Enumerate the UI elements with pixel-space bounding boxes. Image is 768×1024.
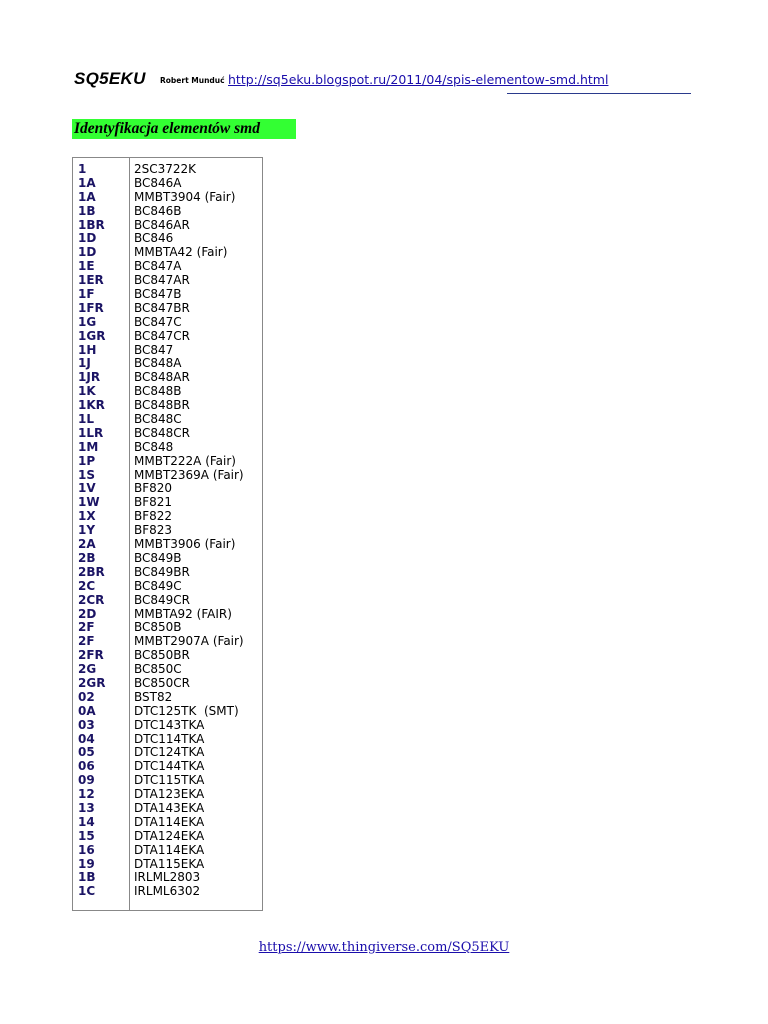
marking-code: 1C: [78, 884, 96, 899]
table-row: [73, 191, 262, 205]
table-rows: [73, 163, 262, 899]
thingiverse-link[interactable]: https://www.thingiverse.com/SQ5EKU: [258, 940, 510, 955]
marking-code: 2FR: [78, 648, 104, 663]
table-row: [73, 371, 262, 385]
table-row: [73, 677, 262, 691]
table-row: [73, 816, 262, 830]
part-number: BC850C: [134, 662, 182, 677]
part-number: DTA143EKA: [134, 800, 205, 815]
blog-link[interactable]: http://sq5eku.blogspot.ru/2011/04/spis-elementow-smd.html: [228, 72, 609, 87]
table-row: [73, 705, 262, 719]
marking-code: 0A: [78, 703, 96, 718]
marking-code: 14: [78, 814, 95, 829]
part-number: BC846B: [134, 203, 182, 218]
table-row: [73, 871, 262, 885]
part-number: BC848CR: [134, 425, 191, 440]
table-row: [73, 219, 262, 233]
table-row: [73, 552, 262, 566]
part-number: MMBT3906 (Fair): [134, 537, 236, 552]
part-number: BC849B: [134, 550, 182, 565]
part-number: DTA124EKA: [134, 828, 205, 843]
marking-code: 1JR: [78, 370, 101, 385]
table-row: [73, 357, 262, 371]
header-rule: [507, 93, 691, 94]
part-number: MMBT3904 (Fair): [134, 189, 236, 204]
marking-code: 1X: [78, 509, 96, 524]
marking-code: 1FR: [78, 300, 104, 315]
table-row: [73, 649, 262, 663]
table-row: [73, 385, 262, 399]
part-number: BF820: [134, 481, 173, 496]
part-number: BC848C: [134, 412, 182, 427]
part-number: BF823: [134, 523, 173, 538]
smd-code-table: [72, 157, 263, 911]
marking-code: 1D: [78, 231, 97, 246]
marking-code: 04: [78, 731, 95, 746]
marking-code: 05: [78, 745, 95, 760]
part-number: BC847: [134, 342, 174, 357]
marking-code: 2F: [78, 620, 95, 635]
part-number: 2SC3722K: [134, 162, 197, 176]
table-row: [73, 746, 262, 760]
marking-code: 13: [78, 800, 95, 815]
part-number: BST82: [134, 689, 173, 704]
marking-code: 1F: [78, 287, 95, 302]
table-row: [73, 566, 262, 580]
part-number: BC848AR: [134, 370, 190, 385]
part-number: BC848: [134, 439, 174, 454]
marking-code: 12: [78, 787, 95, 802]
part-number: DTC143TKA: [134, 717, 205, 732]
part-number: BF821: [134, 495, 173, 510]
part-number: DTC125TK (SMT): [134, 703, 239, 718]
table-row: [73, 788, 262, 802]
table-row: [73, 274, 262, 288]
part-number: BC849BR: [134, 564, 190, 579]
table-row: [73, 232, 262, 246]
marking-code: 1ER: [78, 273, 104, 288]
marking-code: 1B: [78, 870, 96, 885]
table-row: [73, 469, 262, 483]
table-row: [73, 205, 262, 219]
marking-code: 1M: [78, 439, 99, 454]
table-row: [73, 177, 262, 191]
table-row: [73, 246, 262, 260]
table-row: [73, 260, 262, 274]
marking-code: 1S: [78, 467, 95, 482]
marking-code: 1P: [78, 453, 96, 468]
table-row: [73, 316, 262, 330]
part-number: BF822: [134, 509, 173, 524]
part-number: BC847CR: [134, 328, 191, 343]
table-row: [73, 635, 262, 649]
marking-code: 1H: [78, 342, 97, 357]
part-number: BC850CR: [134, 675, 191, 690]
table-row: [73, 621, 262, 635]
table-row: [73, 413, 262, 427]
table-row: [73, 774, 262, 788]
part-number: DTA115EKA: [134, 856, 205, 871]
marking-code: 2C: [78, 578, 96, 593]
table-row: [73, 580, 262, 594]
author-name: Robert Munduć: [160, 76, 225, 85]
marking-code: 1Y: [78, 523, 96, 538]
table-row: [73, 482, 262, 496]
table-row: [73, 496, 262, 510]
table-row: [73, 330, 262, 344]
table-row: [73, 344, 262, 358]
marking-code: 2GR: [78, 675, 106, 690]
part-number: BC846: [134, 231, 174, 246]
marking-code: 1GR: [78, 328, 106, 343]
table-row: [73, 760, 262, 774]
part-number: BC847BR: [134, 300, 190, 315]
marking-code: 19: [78, 856, 95, 871]
part-number: DTC124TKA: [134, 745, 205, 760]
table-row: [73, 594, 262, 608]
marking-code: 2BR: [78, 564, 105, 579]
part-number: BC850BR: [134, 648, 190, 663]
table-row: [73, 441, 262, 455]
marking-code: 2B: [78, 550, 96, 565]
part-number: DTC115TKA: [134, 773, 205, 788]
marking-code: 2CR: [78, 592, 105, 607]
marking-code: 16: [78, 842, 95, 857]
marking-code: 2F: [78, 634, 95, 649]
part-number: MMBT2907A (Fair): [134, 634, 244, 649]
part-number: BC848BR: [134, 398, 190, 413]
page-header: [74, 69, 694, 99]
page-footer: [0, 938, 768, 956]
part-number: BC847AR: [134, 273, 190, 288]
marking-code: 1V: [78, 481, 96, 496]
marking-code: 2G: [78, 662, 97, 677]
part-number: BC847B: [134, 287, 182, 302]
part-number: BC846AR: [134, 217, 190, 232]
part-number: DTA123EKA: [134, 787, 205, 802]
table-row: [73, 524, 262, 538]
table-row: [73, 844, 262, 858]
marking-code: 1A: [78, 175, 96, 190]
part-number: DTC114TKA: [134, 731, 205, 746]
table-row: [73, 733, 262, 747]
marking-code: 1B: [78, 203, 96, 218]
marking-code: 1A: [78, 189, 96, 204]
table-row: [73, 288, 262, 302]
marking-code: 1G: [78, 314, 97, 329]
part-number: DTC144TKA: [134, 759, 205, 774]
part-number: IRLML2803: [134, 870, 201, 885]
marking-code: 1D: [78, 245, 97, 260]
marking-code: 1KR: [78, 398, 105, 413]
marking-code: 1L: [78, 412, 94, 427]
part-number: BC847C: [134, 314, 182, 329]
part-number: BC849CR: [134, 592, 191, 607]
part-number: BC848B: [134, 384, 182, 399]
table-row: [73, 719, 262, 733]
marking-code: 09: [78, 773, 95, 788]
part-number: BC848A: [134, 356, 182, 371]
part-number: MMBT2369A (Fair): [134, 467, 244, 482]
table-row: [73, 538, 262, 552]
marking-code: 1: [78, 162, 87, 176]
page-title: Identyfikacja elementów smd: [72, 119, 296, 139]
marking-code: 2A: [78, 537, 96, 552]
table-row: [73, 663, 262, 677]
table-row: [73, 691, 262, 705]
part-number: DTA114EKA: [134, 814, 205, 829]
part-number: MMBTA42 (Fair): [134, 245, 228, 260]
part-number: DTA114EKA: [134, 842, 205, 857]
marking-code: 1E: [78, 259, 95, 274]
table-row: [73, 858, 262, 872]
marking-code: 1BR: [78, 217, 105, 232]
part-number: BC847A: [134, 259, 182, 274]
table-row: [73, 455, 262, 469]
marking-code: 2D: [78, 606, 97, 621]
table-row: [73, 427, 262, 441]
table-row: [73, 163, 262, 177]
marking-code: 1W: [78, 495, 100, 510]
marking-code: 03: [78, 717, 95, 732]
part-number: BC850B: [134, 620, 182, 635]
marking-code: 02: [78, 689, 95, 704]
marking-code: 1LR: [78, 425, 104, 440]
part-number: BC849C: [134, 578, 182, 593]
brand-callsign: SQ5EKU: [74, 69, 146, 88]
marking-code: 1J: [78, 356, 91, 371]
table-row: [73, 399, 262, 413]
table-row: [73, 802, 262, 816]
table-row: [73, 302, 262, 316]
table-row: [73, 830, 262, 844]
table-row: [73, 510, 262, 524]
table-row: [73, 885, 262, 899]
part-number: IRLML6302: [134, 884, 201, 899]
part-number: BC846A: [134, 175, 182, 190]
marking-code: 15: [78, 828, 95, 843]
marking-code: 06: [78, 759, 95, 774]
part-number: MMBTA92 (FAIR): [134, 606, 232, 621]
marking-code: 1K: [78, 384, 96, 399]
part-number: MMBT222A (Fair): [134, 453, 236, 468]
table-row: [73, 608, 262, 622]
